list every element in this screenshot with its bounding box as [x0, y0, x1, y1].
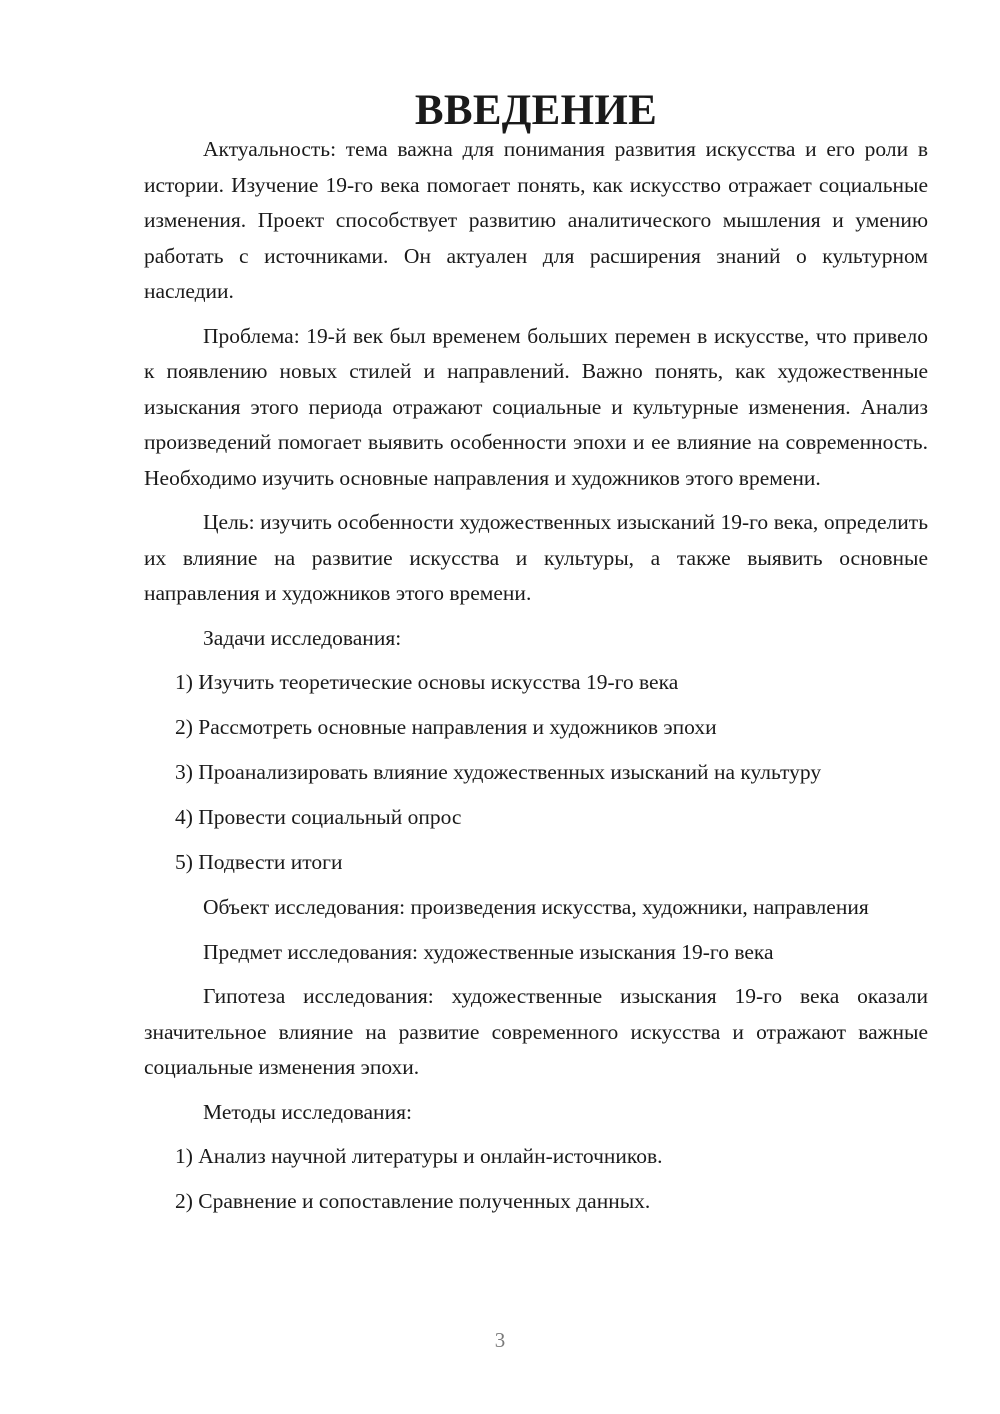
task-item: 3) Проанализировать влияние художественных изысканий на культуру — [175, 760, 822, 784]
task-item: 1) Изучить теоретические основы искусства 19-го века — [175, 670, 679, 694]
hypothesis-paragraph: Гипотеза исследования: художественные изыскания 19-го века оказали значительное влияние на развитие современного искусства и отражают важные социальные изменения эпохи. — [144, 984, 928, 1079]
task-item: 5) Подвести итоги — [175, 850, 343, 874]
task-item: 2) Рассмотреть основные направления и художников эпохи — [175, 715, 717, 739]
section-title: ВВЕДЕНИЕ — [414, 87, 658, 134]
method-item: 2) Сравнение и сопоставление полученных данных. — [175, 1189, 651, 1213]
document-page — [144, 87, 928, 1229]
goal-paragraph: Цель: изучить особенности художественных изысканий 19-го века, определить их влияние на развитие искусства и культуры, а также выявить основные направления и художников этого времени. — [144, 510, 928, 605]
task-item: 4) Провести социальный опрос — [175, 805, 462, 829]
tasks-heading: Задачи исследования: — [203, 625, 402, 650]
relevance-paragraph: Актуальность: тема важна для понимания развития искусства и его роли в истории. Изучение 19-го века помогает понять, как искусство отражает социальные изменения. Проект способствует развитию аналитического мышления и умению работать с источниками. Он актуален для расширения знаний о культурном наследии. — [144, 137, 928, 303]
page-number: 3 — [494, 1328, 506, 1352]
subject-paragraph: Предмет исследования: художественные изыскания 19-го века — [203, 939, 774, 964]
problem-paragraph: Проблема: 19-й век был временем больших перемен в искусстве, что привело к появлению новых стилей и направлений. Важно понять, как художественные изыскания этого периода отражают социальные и культурные изменения. Анализ произведений помогает выявить особенности эпохи и ее влияние на современность. Необходимо изучить основные направления и художников этого времени. — [144, 323, 928, 490]
methods-heading: Методы исследования: — [203, 1099, 412, 1124]
method-item: 1) Анализ научной литературы и онлайн-источников. — [175, 1144, 663, 1168]
object-paragraph: Объект исследования: произведения искусства, художники, направления — [203, 895, 869, 919]
